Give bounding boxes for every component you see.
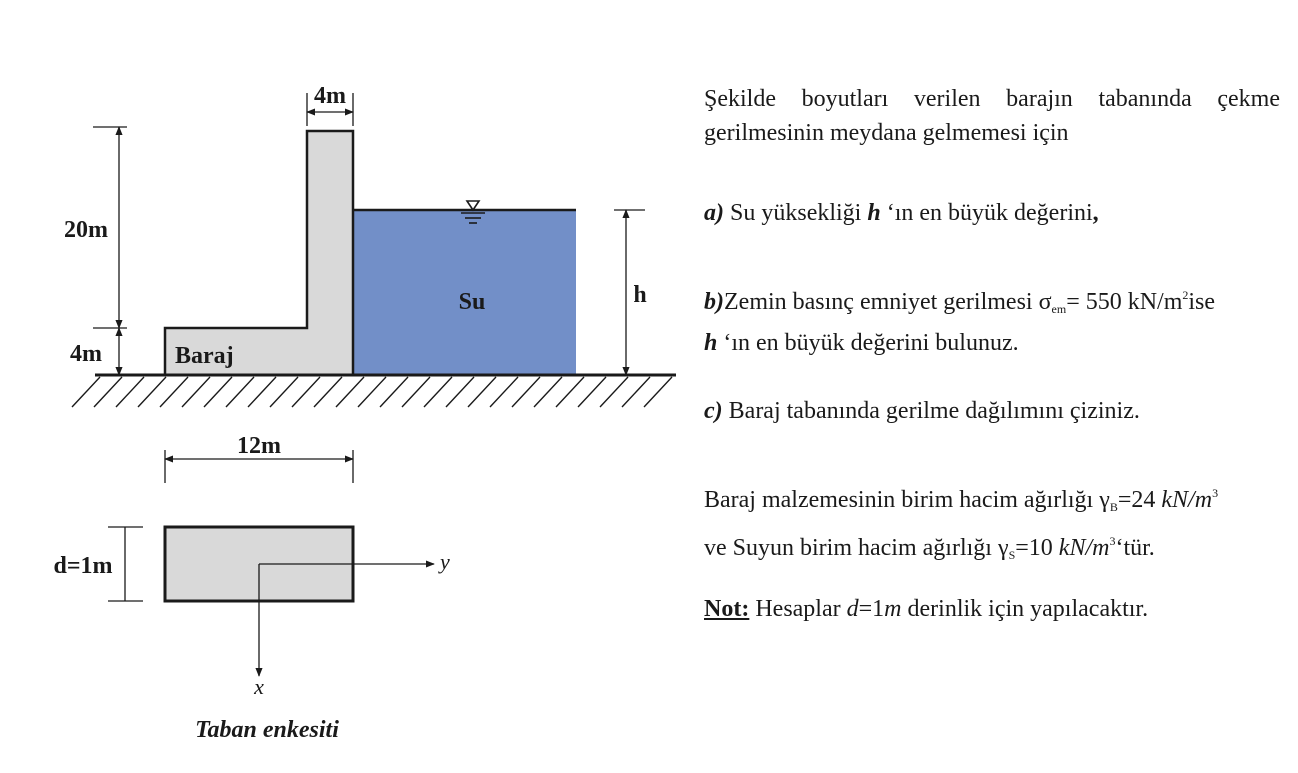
- hatch-line: [182, 377, 210, 407]
- material-sup-1: 3: [1212, 486, 1219, 500]
- material-text-5: ‘tür.: [1115, 535, 1155, 561]
- question-b-text-2: = 550 kN/m: [1066, 289, 1183, 315]
- dim-h-label: h: [633, 282, 647, 308]
- hatch-line: [578, 377, 606, 407]
- hatch-line: [446, 377, 474, 407]
- dim-base-height-label: 4m: [70, 341, 102, 367]
- dam-section: [165, 131, 353, 375]
- hatch-line: [94, 377, 122, 407]
- question-b: [704, 278, 1280, 360]
- hatch-line: [556, 377, 584, 407]
- water-label: Su: [458, 289, 486, 315]
- note: [704, 592, 1148, 626]
- question-a-text-1: Su yüksekliği: [724, 200, 868, 226]
- note-m: m: [884, 596, 902, 622]
- hatch-line: [468, 377, 496, 407]
- note-text-1: Hesaplar: [749, 596, 847, 622]
- question-c-text: Baraj tabanında gerilme dağılımını çiziniz.: [722, 398, 1140, 424]
- question-b-h: h: [704, 330, 718, 356]
- dam-label: Baraj: [175, 343, 234, 369]
- problem-intro: Şekilde boyutları verilen barajın tabanında çekme gerilmesinin meydana gelmemesi için: [704, 86, 1280, 146]
- dim-depth: [108, 527, 143, 601]
- hatch-line: [534, 377, 562, 407]
- axis-x-label: x: [254, 674, 264, 699]
- note-d: d: [846, 596, 859, 622]
- question-a: [704, 196, 1099, 230]
- material-text-3: ve Suyun birim hacim ağırlığı γ: [704, 535, 1009, 561]
- hatch-line: [512, 377, 540, 407]
- material-text-2: =24: [1117, 487, 1162, 513]
- hatch-line: [270, 377, 298, 407]
- dim-top-width-label: 4m: [314, 83, 346, 109]
- hatch-line: [424, 377, 452, 407]
- hatch-line: [72, 377, 100, 407]
- question-b-text-3: ise: [1188, 289, 1216, 315]
- question-a-text-2: ‘ın en büyük değerini: [880, 200, 1093, 226]
- section-caption: Taban enkesiti: [195, 717, 339, 743]
- question-a-label: a): [704, 200, 724, 226]
- material-unit-1: kN/m: [1161, 487, 1213, 513]
- dim-wall-height-label: 20m: [64, 217, 108, 243]
- material-sup-2: 3: [1109, 534, 1116, 548]
- hatch-line: [116, 377, 144, 407]
- hatch-line: [314, 377, 342, 407]
- dim-depth-label: d=1m: [53, 553, 113, 579]
- hatch-line: [644, 377, 672, 407]
- note-label: Not:: [704, 596, 750, 622]
- question-b-text-4: ‘ın en büyük değerini bulunuz.: [717, 330, 1019, 356]
- hatch-line: [336, 377, 364, 407]
- material-sub-b: B: [1109, 500, 1118, 514]
- hatch-line: [402, 377, 430, 407]
- question-b-sup: 2: [1182, 288, 1189, 302]
- hatch-line: [138, 377, 166, 407]
- question-a-h: h: [867, 200, 881, 226]
- material-text-1: Baraj malzemesinin birim hacim ağırlığı γ: [704, 487, 1110, 513]
- hatch-line: [204, 377, 232, 407]
- note-text-3: derinlik için yapılacaktır.: [901, 596, 1149, 622]
- question-b-sub: em: [1051, 302, 1067, 316]
- hatch-line: [248, 377, 276, 407]
- hatch-line: [490, 377, 518, 407]
- material-properties: [704, 476, 1218, 572]
- hatch-line: [226, 377, 254, 407]
- hatch-line: [358, 377, 386, 407]
- material-unit-2: kN/m: [1058, 535, 1110, 561]
- axis-y-label: y: [440, 549, 450, 574]
- note-text-2: =1: [858, 596, 885, 622]
- question-c: [704, 394, 1140, 428]
- ground-hatching: [72, 377, 672, 407]
- hatch-line: [292, 377, 320, 407]
- hatch-line: [622, 377, 650, 407]
- question-b-text-1: Zemin basınç emniyet gerilmesi σ: [724, 289, 1052, 315]
- material-text-4: =10: [1015, 535, 1059, 561]
- hatch-line: [380, 377, 408, 407]
- material-sub-s: S: [1008, 548, 1016, 562]
- dim-base-length-label: 12m: [237, 433, 281, 459]
- hatch-line: [160, 377, 188, 407]
- question-b-label: b): [704, 289, 724, 315]
- dim-height-lines: [93, 127, 127, 375]
- question-a-comma: ,: [1092, 200, 1099, 226]
- hatch-line: [600, 377, 628, 407]
- question-c-label: c): [704, 398, 723, 424]
